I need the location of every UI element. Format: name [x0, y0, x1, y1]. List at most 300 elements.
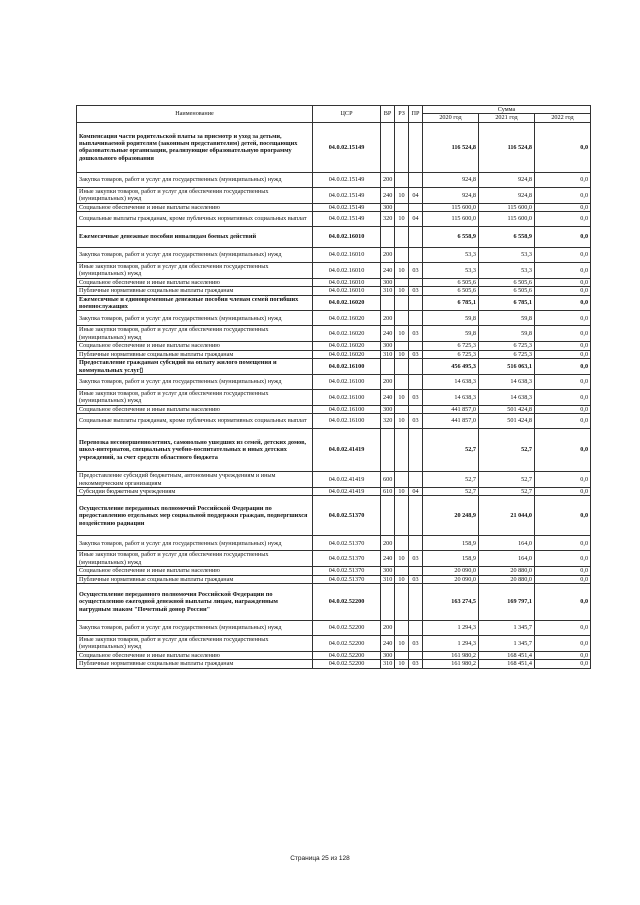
row-csr: 04.0.02.51370	[313, 567, 381, 575]
row-2020: 6 558,9	[423, 227, 479, 248]
row-2020: 6 725,3	[423, 350, 479, 358]
row-2022: 0,0	[535, 429, 591, 472]
row-vr: 310	[381, 287, 395, 295]
row-2022: 0,0	[535, 212, 591, 227]
table-row	[77, 660, 591, 668]
row-name: Социальное обеспечение и иные выплаты населению	[77, 405, 313, 413]
row-vr: 310	[381, 660, 395, 668]
row-pr	[409, 359, 423, 375]
row-csr: 04.0.02.16100	[313, 359, 381, 375]
row-rz: 10	[395, 575, 409, 583]
row-2022: 0,0	[535, 326, 591, 342]
row-2021: 52,7	[479, 429, 535, 472]
row-csr: 04.0.02.16020	[313, 311, 381, 326]
row-csr: 04.0.02.16020	[313, 342, 381, 350]
row-2022: 0,0	[535, 203, 591, 211]
row-name: Осуществление переданного полномочия Российской Федерации по осуществлению ежегодной денежной выплаты лицам, награжденным нагрудным знаком "Почетный донор России"	[77, 583, 313, 620]
row-csr: 04.0.02.16020	[313, 350, 381, 358]
row-name: Осуществление переданных полномочий Российской Федерации по предоставлению отдельных мер социальной поддержки граждан, подвергшихся воздействию радиации	[77, 496, 313, 536]
row-2021: 59,8	[479, 311, 535, 326]
row-2020: 14 638,3	[423, 374, 479, 389]
row-2020: 6 505,6	[423, 287, 479, 295]
row-2022: 0,0	[535, 620, 591, 635]
row-rz	[395, 536, 409, 551]
row-2020: 1 294,3	[423, 620, 479, 635]
row-name: Закупка товаров, работ и услуг для государственных (муниципальных) нужд	[77, 374, 313, 389]
table-row	[77, 350, 591, 358]
row-vr: 200	[381, 536, 395, 551]
row-csr: 04.0.02.52200	[313, 635, 381, 651]
row-name: Публичные нормативные социальные выплаты гражданам	[77, 350, 313, 358]
row-pr: 04	[409, 487, 423, 495]
row-vr	[381, 122, 395, 172]
row-csr: 04.0.02.16010	[313, 263, 381, 279]
table-row	[77, 414, 591, 429]
row-2021: 6 505,6	[479, 278, 535, 286]
row-2020: 14 638,3	[423, 389, 479, 405]
row-2022: 0,0	[535, 472, 591, 488]
row-name: Социальное обеспечение и иные выплаты населению	[77, 342, 313, 350]
row-name: Иные закупки товаров, работ и услуг для обеспечения государственных (муниципальных) нужд	[77, 389, 313, 405]
row-rz: 10	[395, 551, 409, 567]
row-pr: 03	[409, 350, 423, 358]
row-2021: 924,8	[479, 172, 535, 187]
row-vr: 240	[381, 326, 395, 342]
row-csr: 04.0.02.15149	[313, 187, 381, 203]
row-2020: 115 600,0	[423, 203, 479, 211]
row-vr	[381, 583, 395, 620]
row-rz	[395, 227, 409, 248]
row-vr	[381, 429, 395, 472]
row-rz	[395, 429, 409, 472]
row-2022: 0,0	[535, 248, 591, 263]
table-row	[77, 487, 591, 495]
row-vr: 300	[381, 405, 395, 413]
table-row	[77, 287, 591, 295]
row-name: Публичные нормативные социальные выплаты гражданам	[77, 287, 313, 295]
row-pr: 04	[409, 187, 423, 203]
row-vr: 300	[381, 278, 395, 286]
row-2020: 53,3	[423, 263, 479, 279]
row-2021: 6 725,3	[479, 350, 535, 358]
row-vr: 320	[381, 212, 395, 227]
row-vr	[381, 227, 395, 248]
row-csr: 04.0.02.16010	[313, 248, 381, 263]
header-2020: 2020 год	[423, 114, 479, 122]
row-2020: 6 505,6	[423, 278, 479, 286]
row-2021: 115 600,0	[479, 212, 535, 227]
row-2021: 20 880,0	[479, 575, 535, 583]
row-vr: 240	[381, 551, 395, 567]
row-2022: 0,0	[535, 575, 591, 583]
row-name: Закупка товаров, работ и услуг для государственных (муниципальных) нужд	[77, 248, 313, 263]
row-2022: 0,0	[535, 359, 591, 375]
table-row	[77, 583, 591, 620]
row-2020: 52,7	[423, 472, 479, 488]
row-2021: 53,3	[479, 263, 535, 279]
table-row	[77, 429, 591, 472]
row-pr	[409, 227, 423, 248]
row-2022: 0,0	[535, 405, 591, 413]
row-2021: 20 880,0	[479, 567, 535, 575]
row-pr	[409, 374, 423, 389]
row-pr	[409, 122, 423, 172]
row-rz	[395, 359, 409, 375]
row-2021: 924,8	[479, 187, 535, 203]
row-name: Иные закупки товаров, работ и услуг для обеспечения государственных (муниципальных) нужд	[77, 551, 313, 567]
row-pr	[409, 203, 423, 211]
row-2020: 158,9	[423, 551, 479, 567]
row-2021: 169 797,1	[479, 583, 535, 620]
row-rz	[395, 342, 409, 350]
row-pr: 03	[409, 326, 423, 342]
row-2021: 115 600,0	[479, 203, 535, 211]
row-name: Иные закупки товаров, работ и услуг для обеспечения государственных (муниципальных) нужд	[77, 263, 313, 279]
row-name: Закупка товаров, работ и услуг для государственных (муниципальных) нужд	[77, 620, 313, 635]
row-vr: 200	[381, 620, 395, 635]
row-2022: 0,0	[535, 487, 591, 495]
row-rz	[395, 278, 409, 286]
row-csr: 04.0.02.15149	[313, 203, 381, 211]
table-row	[77, 187, 591, 203]
row-rz	[395, 496, 409, 536]
row-name: Социальное обеспечение и иные выплаты населению	[77, 651, 313, 659]
row-rz	[395, 248, 409, 263]
row-csr: 04.0.02.15149	[313, 212, 381, 227]
row-2020: 158,9	[423, 536, 479, 551]
header-2022: 2022 год	[535, 114, 591, 122]
row-csr: 04.0.02.16100	[313, 374, 381, 389]
row-2020: 163 274,5	[423, 583, 479, 620]
table-header-row-1	[77, 106, 591, 114]
row-vr	[381, 295, 395, 311]
row-2021: 168 451,4	[479, 660, 535, 668]
row-vr: 610	[381, 487, 395, 495]
row-csr: 04.0.02.51370	[313, 496, 381, 536]
row-pr	[409, 405, 423, 413]
row-pr	[409, 472, 423, 488]
row-rz	[395, 295, 409, 311]
row-vr: 310	[381, 350, 395, 358]
row-name: Социальные выплаты гражданам, кроме публичных нормативных социальных выплат	[77, 212, 313, 227]
row-rz	[395, 567, 409, 575]
row-2022: 0,0	[535, 583, 591, 620]
row-2020: 115 600,0	[423, 212, 479, 227]
table-row	[77, 203, 591, 211]
table-row	[77, 172, 591, 187]
row-2022: 0,0	[535, 342, 591, 350]
row-rz	[395, 122, 409, 172]
row-2020: 52,7	[423, 487, 479, 495]
row-pr: 04	[409, 212, 423, 227]
row-2020: 6 725,3	[423, 342, 479, 350]
row-csr: 04.0.02.52200	[313, 583, 381, 620]
row-2021: 116 524,8	[479, 122, 535, 172]
row-2021: 6 785,1	[479, 295, 535, 311]
row-2022: 0,0	[535, 287, 591, 295]
row-name: Предоставление гражданам субсидий на оплату жилого помещения и коммунальных услуг▯	[77, 359, 313, 375]
row-2020: 59,8	[423, 311, 479, 326]
row-vr: 240	[381, 263, 395, 279]
row-name: Публичные нормативные социальные выплаты гражданам	[77, 660, 313, 668]
row-csr: 04.0.02.16100	[313, 414, 381, 429]
row-2020: 456 495,3	[423, 359, 479, 375]
row-pr: 03	[409, 635, 423, 651]
table-row	[77, 496, 591, 536]
row-pr	[409, 278, 423, 286]
row-2022: 0,0	[535, 496, 591, 536]
row-csr: 04.0.02.51370	[313, 536, 381, 551]
row-rz: 10	[395, 389, 409, 405]
table-row	[77, 342, 591, 350]
row-2021: 1 345,7	[479, 620, 535, 635]
table-row	[77, 405, 591, 413]
row-pr: 03	[409, 660, 423, 668]
header-csr: ЦСР	[313, 106, 381, 123]
row-2021: 21 044,0	[479, 496, 535, 536]
row-csr: 04.0.02.51370	[313, 575, 381, 583]
row-pr	[409, 311, 423, 326]
table-row	[77, 536, 591, 551]
table-row	[77, 551, 591, 567]
header-sum: Сумма	[423, 106, 591, 114]
row-pr	[409, 651, 423, 659]
row-rz	[395, 405, 409, 413]
row-2020: 924,8	[423, 172, 479, 187]
table-row	[77, 374, 591, 389]
row-vr	[381, 359, 395, 375]
row-pr: 03	[409, 551, 423, 567]
row-name: Социальные выплаты гражданам, кроме публичных нормативных социальных выплат	[77, 414, 313, 429]
row-2021: 14 638,3	[479, 374, 535, 389]
row-2020: 20 090,0	[423, 567, 479, 575]
header-name: Наименование	[77, 106, 313, 123]
row-2021: 164,0	[479, 536, 535, 551]
table-row	[77, 651, 591, 659]
row-name: Иные закупки товаров, работ и услуг для обеспечения государственных (муниципальных) нужд	[77, 635, 313, 651]
row-2022: 0,0	[535, 374, 591, 389]
row-2020: 161 980,2	[423, 651, 479, 659]
row-2022: 0,0	[535, 311, 591, 326]
row-name: Социальное обеспечение и иные выплаты населению	[77, 203, 313, 211]
row-2021: 501 424,8	[479, 414, 535, 429]
row-vr: 200	[381, 172, 395, 187]
row-pr: 03	[409, 575, 423, 583]
row-rz: 10	[395, 187, 409, 203]
row-2021: 14 638,3	[479, 389, 535, 405]
row-csr: 04.0.02.15149	[313, 172, 381, 187]
row-name: Закупка товаров, работ и услуг для государственных (муниципальных) нужд	[77, 311, 313, 326]
row-vr	[381, 496, 395, 536]
table-row	[77, 472, 591, 488]
row-2020: 53,3	[423, 248, 479, 263]
table-row	[77, 389, 591, 405]
row-csr: 04.0.02.52200	[313, 660, 381, 668]
row-pr	[409, 620, 423, 635]
row-rz	[395, 472, 409, 488]
row-2020: 441 857,0	[423, 414, 479, 429]
row-rz	[395, 311, 409, 326]
row-pr	[409, 567, 423, 575]
table-row	[77, 311, 591, 326]
row-pr	[409, 536, 423, 551]
table-row	[77, 295, 591, 311]
row-rz: 10	[395, 212, 409, 227]
row-rz	[395, 203, 409, 211]
row-2022: 0,0	[535, 567, 591, 575]
row-name: Иные закупки товаров, работ и услуг для обеспечения государственных (муниципальных) нужд	[77, 187, 313, 203]
row-2020: 6 785,1	[423, 295, 479, 311]
page-footer: Страница 25 из 128	[290, 855, 350, 862]
row-csr: 04.0.02.41419	[313, 472, 381, 488]
table-row	[77, 359, 591, 375]
row-2022: 0,0	[535, 389, 591, 405]
row-vr: 310	[381, 575, 395, 583]
row-csr: 04.0.02.16100	[313, 389, 381, 405]
row-2022: 0,0	[535, 227, 591, 248]
row-2022: 0,0	[535, 122, 591, 172]
row-name: Закупка товаров, работ и услуг для государственных (муниципальных) нужд	[77, 536, 313, 551]
row-2020: 924,8	[423, 187, 479, 203]
row-2022: 0,0	[535, 172, 591, 187]
header-2021: 2021 год	[479, 114, 535, 122]
row-2021: 1 345,7	[479, 635, 535, 651]
table-row	[77, 122, 591, 172]
table-row	[77, 635, 591, 651]
table-row	[77, 326, 591, 342]
row-2022: 0,0	[535, 651, 591, 659]
row-vr: 300	[381, 651, 395, 659]
row-name: Компенсация части родительской платы за присмотр и уход за детьми, выплачиваемой родителям (законным представителям) детей, посещающих образовательные организации, реализующие образовательную программу дошкольного образования	[77, 122, 313, 172]
header-pr: ПР	[409, 106, 423, 123]
row-2021: 53,3	[479, 248, 535, 263]
row-2020: 52,7	[423, 429, 479, 472]
row-vr: 240	[381, 635, 395, 651]
row-rz	[395, 651, 409, 659]
row-2020: 441 857,0	[423, 405, 479, 413]
row-rz: 10	[395, 660, 409, 668]
row-name: Социальное обеспечение и иные выплаты населению	[77, 278, 313, 286]
row-vr: 200	[381, 248, 395, 263]
row-csr: 04.0.02.16010	[313, 227, 381, 248]
row-csr: 04.0.02.52200	[313, 651, 381, 659]
row-2021: 6 558,9	[479, 227, 535, 248]
header-rz: РЗ	[395, 106, 409, 123]
row-pr	[409, 248, 423, 263]
row-2022: 0,0	[535, 278, 591, 286]
row-2021: 164,0	[479, 551, 535, 567]
row-rz	[395, 172, 409, 187]
row-csr: 04.0.02.16020	[313, 326, 381, 342]
row-rz: 10	[395, 326, 409, 342]
row-csr: 04.0.02.16010	[313, 287, 381, 295]
row-pr	[409, 429, 423, 472]
row-2020: 1 294,3	[423, 635, 479, 651]
row-rz: 10	[395, 487, 409, 495]
row-csr: 04.0.02.41419	[313, 429, 381, 472]
row-vr: 600	[381, 472, 395, 488]
row-pr	[409, 172, 423, 187]
row-vr: 300	[381, 567, 395, 575]
row-vr: 320	[381, 414, 395, 429]
table-row	[77, 227, 591, 248]
row-rz	[395, 620, 409, 635]
row-rz: 10	[395, 287, 409, 295]
row-name: Ежемесячные денежные пособия инвалидам боевых действий	[77, 227, 313, 248]
row-name: Иные закупки товаров, работ и услуг для обеспечения государственных (муниципальных) нужд	[77, 326, 313, 342]
row-2022: 0,0	[535, 660, 591, 668]
row-2020: 59,8	[423, 326, 479, 342]
row-vr: 240	[381, 187, 395, 203]
table-row	[77, 278, 591, 286]
budget-table	[76, 105, 591, 669]
row-csr: 04.0.02.51370	[313, 551, 381, 567]
row-2022: 0,0	[535, 536, 591, 551]
row-2022: 0,0	[535, 551, 591, 567]
row-2022: 0,0	[535, 414, 591, 429]
row-csr: 04.0.02.15149	[313, 122, 381, 172]
row-csr: 04.0.02.16010	[313, 278, 381, 286]
row-name: Социальное обеспечение и иные выплаты населению	[77, 567, 313, 575]
row-2022: 0,0	[535, 263, 591, 279]
row-2020: 20 248,9	[423, 496, 479, 536]
row-vr: 200	[381, 311, 395, 326]
row-name: Предоставление субсидий бюджетным, автономным учреждениям и иным некоммерческим организациям	[77, 472, 313, 488]
row-name: Субсидии бюджетным учреждениям	[77, 487, 313, 495]
row-pr: 03	[409, 263, 423, 279]
row-vr: 300	[381, 203, 395, 211]
row-pr: 03	[409, 389, 423, 405]
row-2022: 0,0	[535, 635, 591, 651]
row-pr: 03	[409, 414, 423, 429]
row-pr	[409, 295, 423, 311]
row-2022: 0,0	[535, 295, 591, 311]
row-2021: 501 424,8	[479, 405, 535, 413]
table-row	[77, 575, 591, 583]
row-pr: 03	[409, 287, 423, 295]
table-row	[77, 620, 591, 635]
row-name: Перевозка несовершеннолетних, самовольно ушедших из семей, детских домов, школ-интернатов, специальных учебно-воспитательных и иных детских учреждений, за счет средств областного бюджета	[77, 429, 313, 472]
row-name: Публичные нормативные социальные выплаты гражданам	[77, 575, 313, 583]
row-pr	[409, 496, 423, 536]
table-row	[77, 263, 591, 279]
row-2020: 20 090,0	[423, 575, 479, 583]
row-csr: 04.0.02.41419	[313, 487, 381, 495]
row-vr: 300	[381, 342, 395, 350]
row-2022: 0,0	[535, 350, 591, 358]
row-csr: 04.0.02.16100	[313, 405, 381, 413]
row-name: Ежемесячные и единовременные денежные пособия членам семей погибших военнослужащих	[77, 295, 313, 311]
row-rz	[395, 583, 409, 620]
row-rz: 10	[395, 414, 409, 429]
table-row	[77, 567, 591, 575]
row-rz: 10	[395, 635, 409, 651]
row-2021: 168 451,4	[479, 651, 535, 659]
row-2020: 116 524,8	[423, 122, 479, 172]
row-pr	[409, 583, 423, 620]
row-vr: 200	[381, 374, 395, 389]
row-rz: 10	[395, 350, 409, 358]
row-2021: 6 505,6	[479, 287, 535, 295]
row-csr: 04.0.02.16020	[313, 295, 381, 311]
row-vr: 240	[381, 389, 395, 405]
row-pr	[409, 342, 423, 350]
row-2020: 161 980,2	[423, 660, 479, 668]
table-row	[77, 248, 591, 263]
row-2021: 6 725,3	[479, 342, 535, 350]
header-vr: ВР	[381, 106, 395, 123]
row-2021: 52,7	[479, 487, 535, 495]
